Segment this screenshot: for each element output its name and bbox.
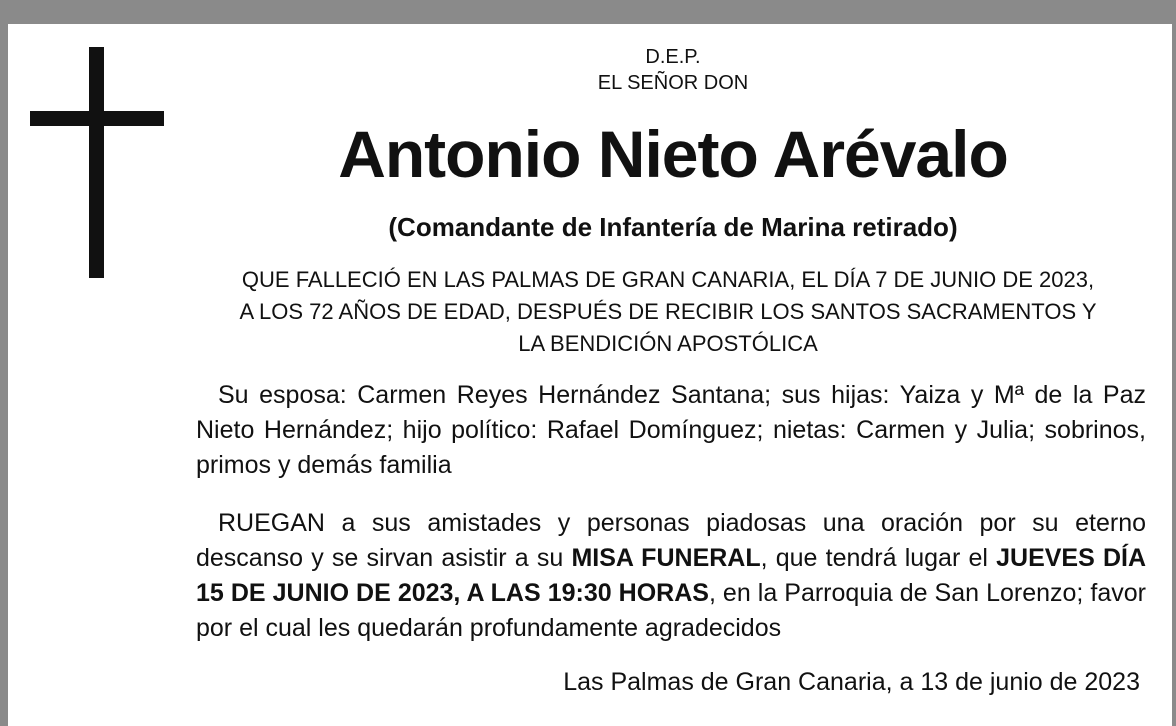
family-text: Su esposa: Carmen Reyes Hernández Santana; sus hijas: Yaiza y Mª de la Paz Nieto Hernández; hijo político: Rafael Domínguez; nietas: Carmen y Julia; sobrinos, primos y demás familia (196, 381, 1146, 479)
cross-horizontal-bar (30, 111, 164, 126)
funeral-text-3: , en la Parroquia de San Lorenzo; favor por el cual les quedarán profundamente agradecidos (196, 579, 1146, 642)
death-line-3: LA BENDICIÓN APOSTÓLICA (518, 331, 818, 356)
funeral-text-2: , que tendrá lugar el (760, 544, 997, 572)
funeral-date-time: JUEVES DÍA 15 DE JUNIO DE 2023, A LAS 19:30 HORAS (196, 544, 1146, 607)
funeral-paragraph (196, 506, 1146, 646)
honorific-line: EL SEÑOR DON (597, 72, 749, 94)
cross-vertical-bar (89, 47, 104, 278)
death-line-2: A LOS 72 AÑOS DE EDAD, DESPUÉS DE RECIBIR LOS SANTOS SACRAMENTOS Y (239, 299, 1097, 324)
family-paragraph (196, 378, 1146, 483)
death-announcement (168, 264, 1168, 360)
funeral-text-1: RUEGAN a sus amistades y personas piadosas una oración por su eterno descanso y se sirvan asistir a su (196, 509, 1146, 572)
place-date: Las Palmas de Gran Canaria, a 13 de junio de 2023 (563, 668, 1140, 696)
dep-heading: D.E.P. (645, 46, 701, 68)
deceased-name: Antonio Nieto Arévalo (338, 117, 1008, 191)
death-line-1: QUE FALLECIÓ EN LAS PALMAS DE GRAN CANARIA, EL DÍA 7 DE JUNIO DE 2023, (241, 267, 1095, 292)
funeral-mass-label: MISA FUNERAL (571, 544, 761, 572)
rank-line: (Comandante de Infantería de Marina retirado) (388, 212, 958, 242)
obituary-card (8, 24, 1172, 726)
